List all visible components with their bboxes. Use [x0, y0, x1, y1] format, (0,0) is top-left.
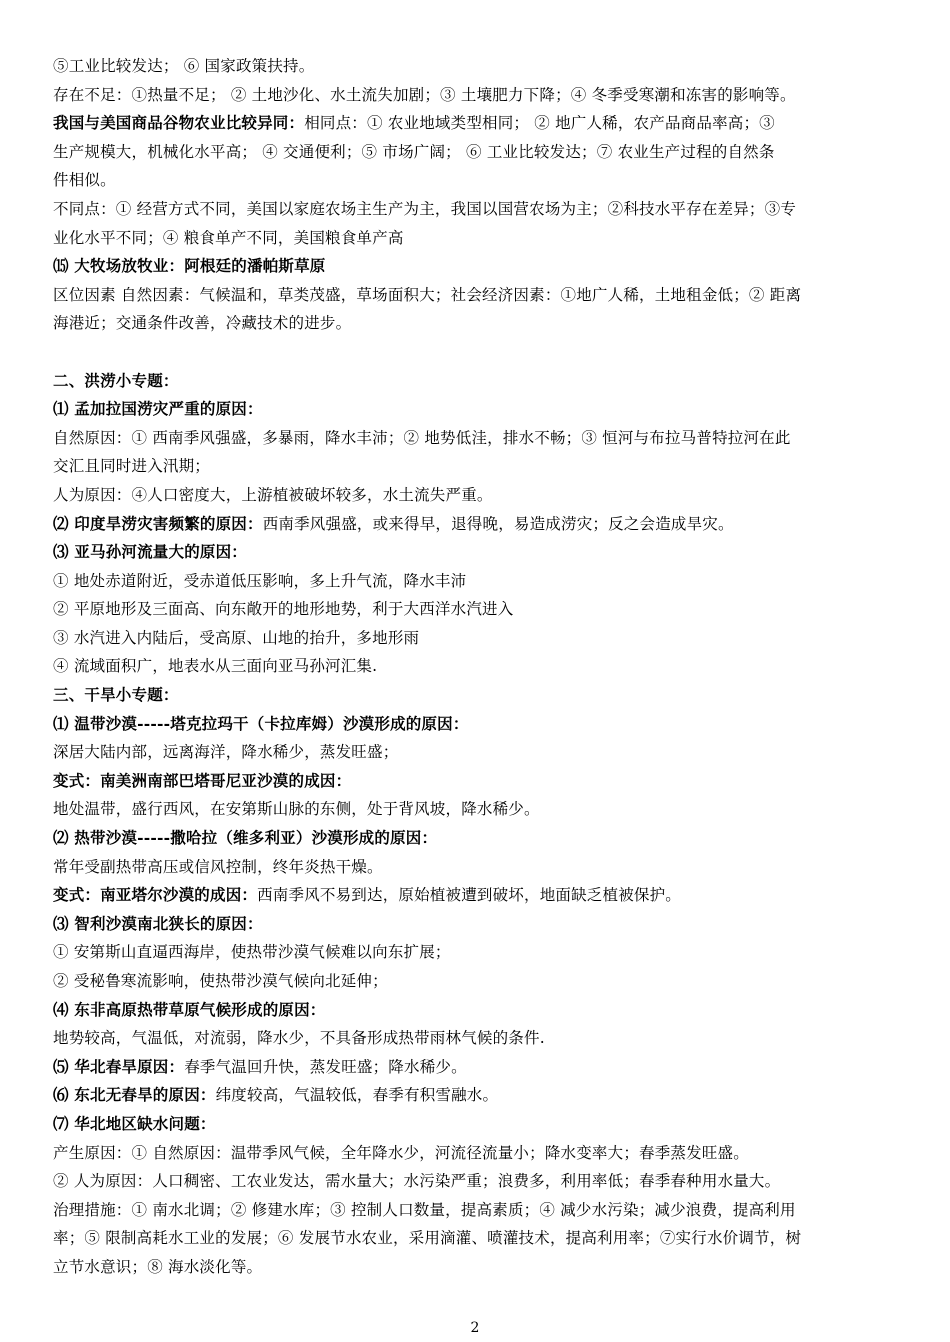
text-line [53, 767, 903, 796]
text-line [53, 738, 903, 767]
body-text: 件相似。 [53, 171, 116, 190]
body-text: 深居大陆内部，远离海洋，降水稀少，蒸发旺盛； [53, 743, 399, 762]
text-line [53, 938, 903, 967]
bold-text: ⑹ 东北无春旱的原因： [53, 1085, 216, 1105]
document-body [53, 52, 903, 1282]
page-number: 2 [470, 1320, 480, 1336]
body-text: ② 人为原因：人口稠密、工农业发达，需水量大；水污染严重；浪费多，利用率低；春季春种用水量大。 [53, 1172, 781, 1191]
body-text: 地势较高，气温低，对流弱，降水少，不具备形成热带雨林气候的条件. [53, 1029, 545, 1048]
text-line [53, 452, 903, 481]
text-line [53, 967, 903, 996]
bold-text: ⑸ 华北春旱原因： [53, 1056, 185, 1076]
bold-text: ⑷ 东非高原热带草原气候形成的原因： [53, 999, 326, 1019]
body-text: 生产规模大，机械化水平高； ④ 交通便利；⑤ 市场广阔； ⑥ 工业比较发达；⑦ 农业生产过程的自然条 [53, 142, 775, 161]
bold-text: ⑵ 印度旱涝灾害频繁的原因： [53, 513, 263, 533]
bold-text: ⑴ 温带沙漠-----塔克拉玛干（卡拉库姆）沙漠形成的原因： [53, 713, 469, 733]
body-text: 交汇且同时进入汛期； [53, 457, 211, 476]
text-line [53, 481, 903, 510]
text-line [53, 1224, 903, 1253]
text-line [53, 166, 903, 195]
text-line [53, 224, 903, 253]
bold-text: ⑴ 孟加拉国涝灾严重的原因： [53, 399, 263, 419]
bold-text: ⑶ 智利沙漠南北狭长的原因： [53, 913, 263, 933]
text-line [53, 595, 903, 624]
text-line [53, 567, 903, 596]
text-line [53, 881, 903, 910]
bold-text: ⑶ 亚马孙河流量大的原因： [53, 542, 247, 562]
bold-text: ⑵ 热带沙漠-----撒哈拉（维多利亚）沙漠形成的原因： [53, 828, 438, 848]
body-text: 存在不足：①热量不足； ② 土地沙化、水土流失加剧；③ 土壤肥力下降；④ 冬季受寒潮和冻害的影响等。 [53, 85, 796, 104]
body-text: 纬度较高，气温较低，春季有积雪融水。 [215, 1086, 499, 1105]
text-line [53, 1167, 903, 1196]
text-line [53, 510, 903, 539]
text-line [53, 624, 903, 653]
body-text: ① 安第斯山直逼西海岸，使热带沙漠气候难以向东扩展； [53, 943, 451, 962]
text-line [53, 652, 903, 681]
text-line [53, 395, 903, 424]
text-line [53, 81, 903, 110]
body-text: ② 受秘鲁寒流影响，使热带沙漠气候向北延伸； [53, 972, 388, 990]
text-line [53, 538, 903, 567]
body-text: 西南季风不易到达，原始植被遭到破坏，地面缺乏植被保护。 [257, 886, 682, 905]
text-line [53, 252, 903, 281]
text-line [53, 1253, 903, 1282]
text-line [53, 1053, 903, 1082]
text-line [53, 52, 903, 81]
body-text: 海港近；交通条件改善，冷藏技术的进步。 [53, 314, 352, 333]
text-line [53, 281, 903, 310]
text-line [53, 681, 903, 710]
text-line [53, 1196, 903, 1225]
text-line [53, 338, 903, 367]
bold-text: 变式：南亚塔尔沙漠的成因： [53, 885, 258, 905]
body-text: 区位因素 自然因素：气候温和，草类茂盛，草场面积大；社会经济因素：①地广人稀，土地租金低；② 距离 [53, 285, 802, 304]
bold-text: 二、洪涝小专题： [53, 370, 179, 390]
text-line [53, 996, 903, 1025]
text-line [53, 910, 903, 939]
text-line [53, 109, 903, 138]
body-text: 业化水平不同；④ 粮食单产不同，美国粮食单产高 [53, 228, 404, 247]
bold-text: ⑺ 华北地区缺水问题： [53, 1113, 216, 1133]
bold-text: 三、干旱小专题： [53, 685, 179, 705]
text-line [53, 824, 903, 853]
body-text: 地处温带，盛行西风，在安第斯山脉的东侧，处于背风坡，降水稀少。 [53, 800, 540, 819]
bold-text: ⒂ 大牧场放牧业：阿根廷的潘帕斯草原 [53, 256, 326, 276]
body-text: ① 地处赤道附近，受赤道低压影响，多上升气流，降水丰沛 [53, 571, 467, 590]
text-line [53, 1081, 903, 1110]
text-line [53, 367, 903, 396]
body-text: 人为原因：④人口密度大，上游植被破坏较多，水土流失严重。 [53, 485, 493, 504]
bold-text: 变式：南美洲南部巴塔哥尼亚沙漠的成因： [53, 770, 352, 790]
text-line [53, 853, 903, 882]
text-line [53, 1110, 903, 1139]
text-line [53, 424, 903, 453]
body-text: ⑤工业比较发达； ⑥ 国家政策扶持。 [53, 57, 315, 75]
body-text: 常年受副热带高压或信风控制，终年炎热干燥。 [53, 857, 383, 876]
body-text: 治理措施：① 南水北调；② 修建水库；③ 控制人口数量，提高素质；④ 减少水污染；减少浪费，提高利用 [53, 1200, 796, 1219]
bold-text: 我国与美国商品谷物农业比较异同： [53, 113, 305, 133]
text-line [53, 710, 903, 739]
body-text: ③ 水汽进入内陆后，受高原、山地的抬升，多地形雨 [53, 628, 420, 647]
body-text: ② 平原地形及三面高、向东敞开的地形地势，利于大西洋水汽进入 [53, 600, 514, 619]
text-line [53, 138, 903, 167]
body-text: 春季气温回升快，蒸发旺盛；降水稀少。 [184, 1057, 467, 1076]
text-line [53, 1139, 903, 1168]
body-text: 不同点：① 经营方式不同，美国以家庭农场主生产为主，我国以国营农场为主；②科技水平存在差异；③专 [53, 199, 797, 218]
body-text: 西南季风强盛，或来得早，退得晚，易造成涝灾；反之会造成旱灾。 [262, 514, 734, 533]
body-text: 立节水意识；⑧ 海水淡化等。 [53, 1257, 263, 1276]
body-text: 产生原因：① 自然原因：温带季风气候，全年降水少，河流径流量小；降水变率大；春季蒸发旺盛。 [53, 1143, 749, 1162]
body-text: ④ 流域面积广，地表水从三面向亚马孙河汇集. [53, 657, 378, 676]
text-line [53, 795, 903, 824]
body-text: 自然原因：① 西南季风强盛，多暴雨，降水丰沛；② 地势低洼，排水不畅；③ 恒河与布拉马普特拉河在此 [53, 428, 791, 447]
text-line [53, 195, 903, 224]
text-line [53, 1024, 903, 1053]
body-text: 率；⑤ 限制高耗水工业的发展；⑥ 发展节水农业，采用滴灌、喷灌技术，提高利用率；⑦实行水价调节，树 [53, 1229, 802, 1248]
body-text: 相同点：① 农业地域类型相同； ② 地广人稀，农产品商品率高；③ [304, 114, 775, 133]
text-line [53, 309, 903, 338]
